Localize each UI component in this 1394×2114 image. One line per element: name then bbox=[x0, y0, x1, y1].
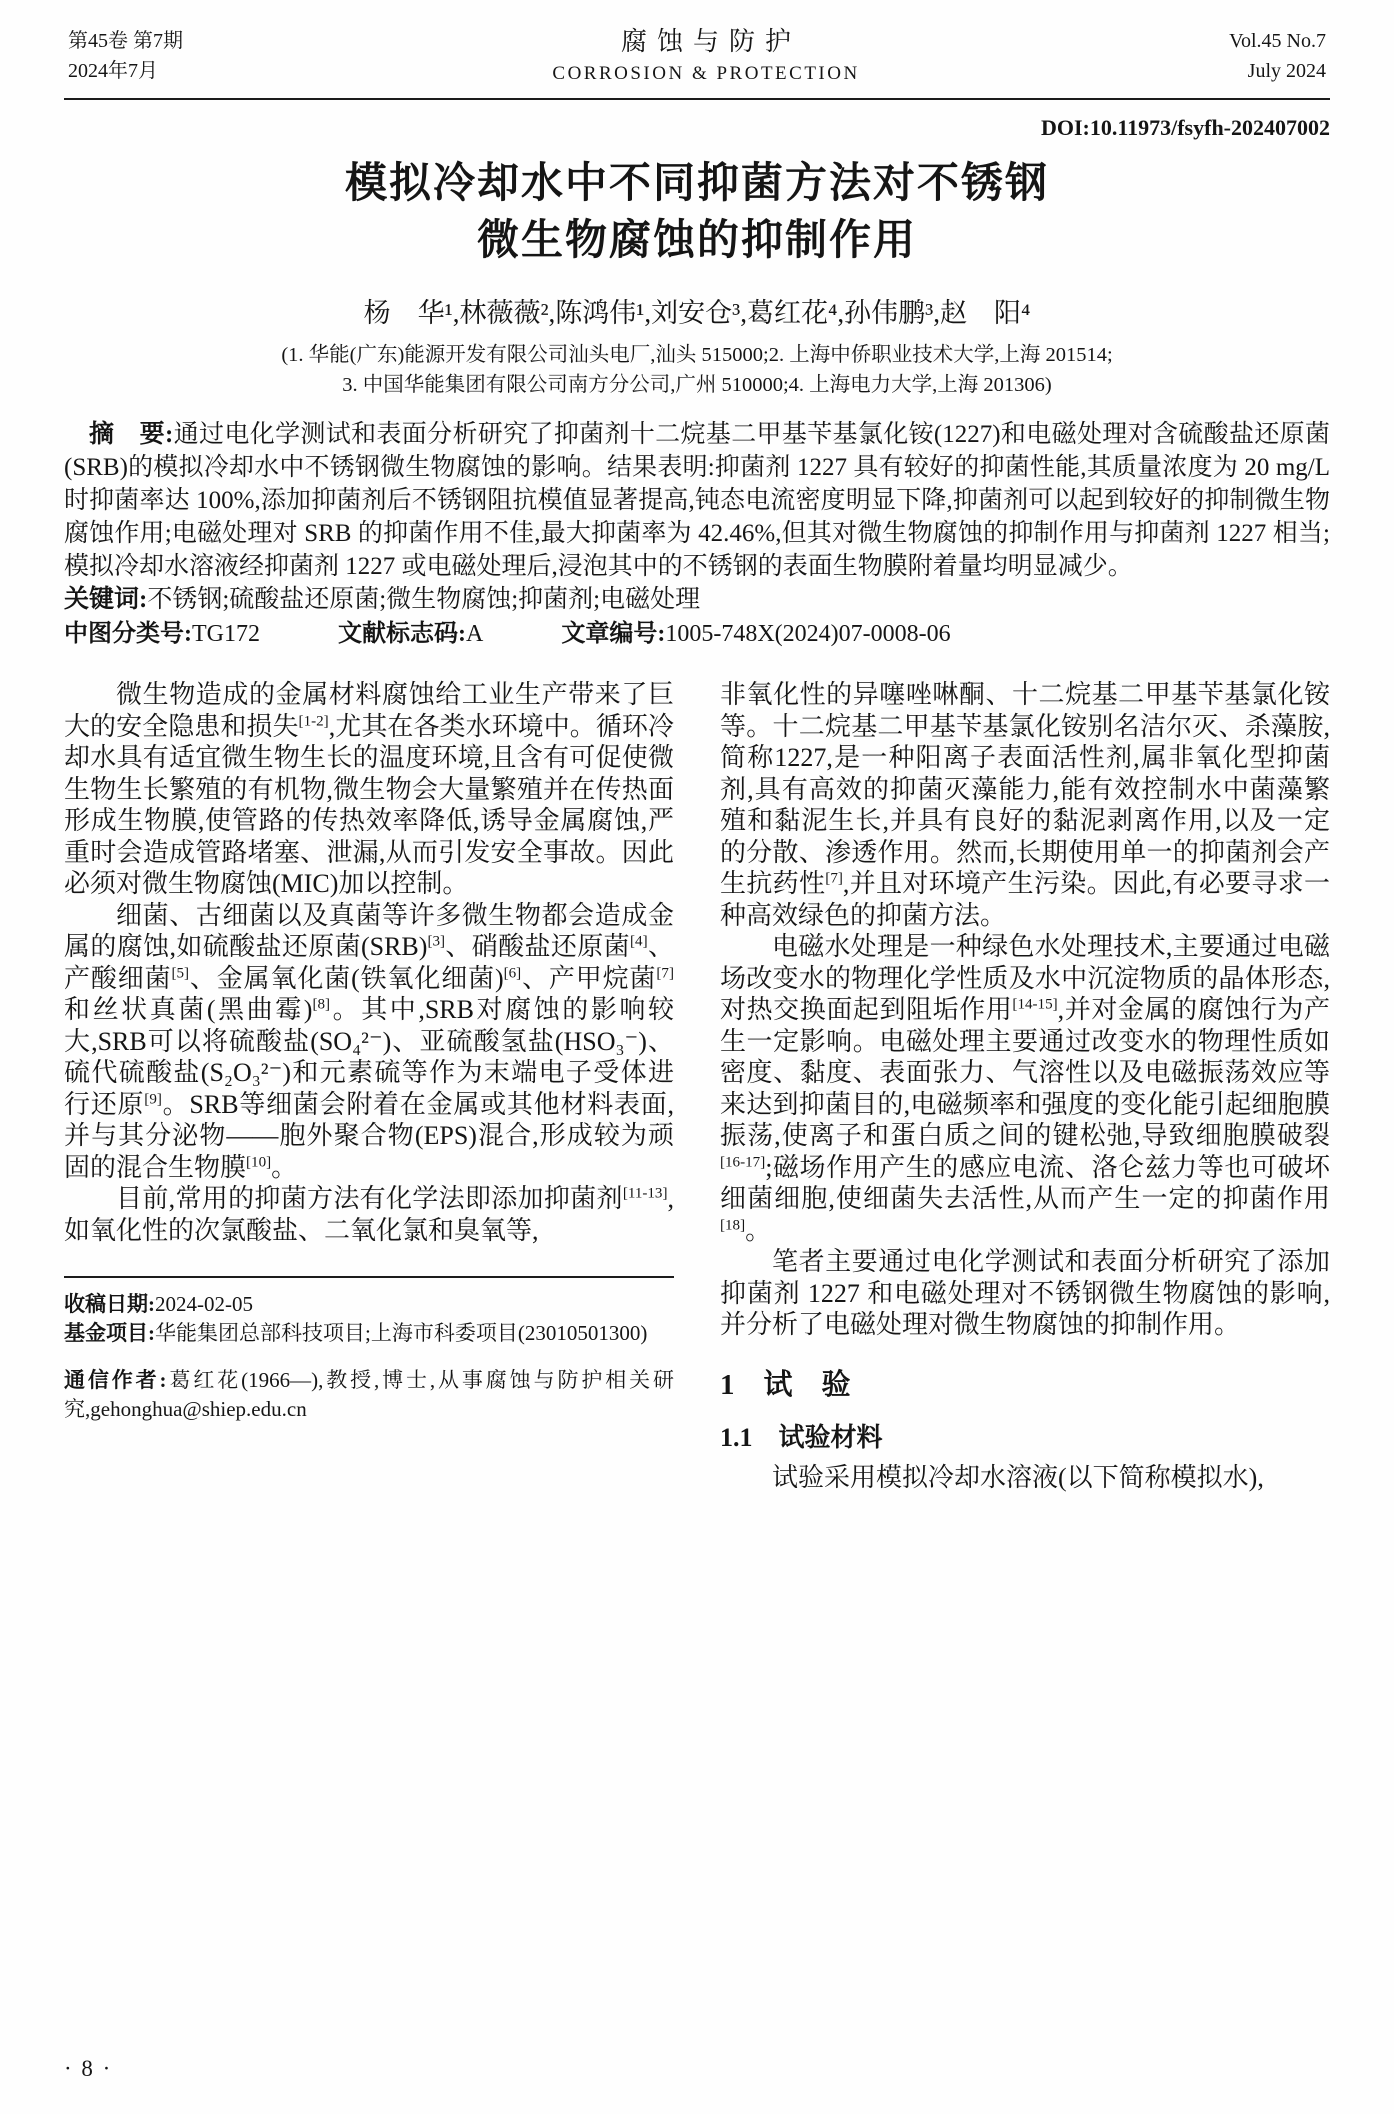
issue-date-cn: 2024年7月 bbox=[68, 60, 158, 82]
received-date-value: 2024-02-05 bbox=[155, 1292, 253, 1316]
article-id-label: 文章编号: bbox=[561, 621, 666, 647]
article-id bbox=[561, 618, 950, 651]
clc-value: TG172 bbox=[192, 621, 260, 647]
paragraph: 试验采用模拟冷却水溶液(以下简称模拟水), bbox=[772, 1462, 1264, 1492]
volume-issue-cn: 第45卷 第7期 bbox=[68, 30, 183, 52]
corresponding-author-label: 通信作者: bbox=[64, 1368, 167, 1392]
paragraph: 笔者主要通过电化学测试和表面分析研究了添加抑菌剂 1227 和电磁处理对不锈钢微生物腐蚀的影响,并分析了电磁处理对微生物腐蚀的抑制作用。 bbox=[720, 1247, 1330, 1339]
paragraph: 目前,常用的抑菌方法有化学法即添加抑菌剂[11-13],如氧化性的次氯酸盐、二氧化氯和臭氧等, bbox=[64, 1184, 674, 1245]
classification-row bbox=[64, 618, 1330, 651]
abstract-label: 摘 要: bbox=[89, 421, 174, 448]
body-columns bbox=[64, 679, 1330, 1493]
affiliations bbox=[64, 340, 1330, 400]
fund-label: 基金项目: bbox=[64, 1321, 155, 1345]
article-title bbox=[64, 156, 1330, 270]
keywords-label: 关键词: bbox=[64, 586, 148, 613]
document-code-label: 文献标志码: bbox=[338, 621, 466, 647]
page-number: · 8 · bbox=[64, 2056, 113, 2081]
received-date-note bbox=[64, 1290, 674, 1319]
authors-line: 杨 华¹,林薇薇²,陈鸿伟¹,刘安仓³,葛红花⁴,孙伟鹏³,赵 阳⁴ bbox=[363, 298, 1031, 328]
left-column bbox=[64, 679, 674, 1493]
footnotes bbox=[64, 1276, 674, 1424]
keywords-text: 不锈钢;硫酸盐还原菌;微生物腐蚀;抑菌剂;电磁处理 bbox=[147, 586, 701, 613]
corresponding-author-note bbox=[64, 1366, 674, 1424]
journal-name-block bbox=[552, 26, 859, 88]
document-code-value: A bbox=[466, 621, 484, 647]
fund-note bbox=[64, 1319, 674, 1348]
abstract bbox=[64, 418, 1330, 583]
affiliation-line2: 3. 中国华能集团有限公司南方分公司,广州 510000;4. 上海电力大学,上海 201306) bbox=[342, 374, 1052, 396]
paragraph: 微生物造成的金属材料腐蚀给工业生产带来了巨大的安全隐患和损失[1-2],尤其在各类水环境中。循环冷却水具有适宜微生物生长的温度环境,且含有可促使微生物生长繁殖的有机物,微生物会大量繁殖并在传热面形成生物膜,使管路的传热效率降低,诱导金属腐蚀,严重时会造成管路堵塞、泄漏,从而引发安全事故。因此必须对微生物腐蚀(MIC)加以控制。 bbox=[64, 680, 674, 898]
volume-issue-block bbox=[68, 26, 183, 86]
journal-name-en: CORROSION & PROTECTION bbox=[552, 63, 860, 84]
paragraph: 细菌、古细菌以及真菌等许多微生物都会造成金属的腐蚀,如硫酸盐还原菌(SRB)[3]、硝酸盐还原菌[4]、产酸细菌[5]、金属氧化菌(铁氧化细菌)[6]、产甲烷菌[7]和丝状真菌(黑曲霉)[8]。其中,SRB对腐蚀的影响较大,SRB可以将硫酸盐(SO₄²⁻)、亚硫酸氢盐(HSO₃⁻)、硫代硫酸盐(S₂O₃²⁻)和元素硫等作为末端电子受体进行还原[9]。SRB等细菌会附着在金属或其他材料表面,并与其分泌物——胞外聚合物(EPS)混合,形成较为顽固的混合生物膜[10]。 bbox=[64, 900, 674, 1182]
volume-issue-en-block bbox=[1229, 26, 1326, 86]
section-heading-1: 1 试 验 bbox=[720, 1368, 851, 1401]
paragraph: 非氧化性的异噻唑啉酮、十二烷基二甲基苄基氯化铵等。十二烷基二甲基苄基氯化铵别名洁尔灭、杀藻胺,简称1227,是一种阳离子表面活性剂,属非氧化型抑菌剂,具有高效的抑菌灭藻能力,能有效控制水中菌藻繁殖和黏泥生长,并具有良好的黏泥剥离作用,以及一定的分散、渗透作用。然而,长期使用单一的抑菌剂会产生抗药性[7],并且对环境产生污染。因此,有必要寻求一种高效绿色的抑菌方法。 bbox=[720, 680, 1330, 930]
clc-label: 中图分类号: bbox=[64, 621, 192, 647]
journal-name-cn: 腐蚀与防护 bbox=[621, 27, 802, 56]
doi: DOI:10.11973/fsyfh-202407002 bbox=[1040, 115, 1330, 140]
fund-value: 华能集团总部科技项目;上海市科委项目(23010501300) bbox=[155, 1321, 648, 1345]
corresponding-author-value: 葛红花(1966—),教授,博士,从事腐蚀与防护相关研究,gehonghua@shiep.edu.cn bbox=[64, 1368, 674, 1421]
keywords bbox=[64, 583, 1330, 616]
paragraph: 电磁水处理是一种绿色水处理技术,主要通过电磁场改变水的物理化学性质及水中沉淀物质的晶体形态,对热交换面起到阻垢作用[14-15],并对金属的腐蚀行为产生一定影响。电磁处理主要通过改变水的物理性质如密度、黏度、表面张力、气溶性以及电磁振荡效应等来达到抑菌目的,电磁频率和强度的变化能引起细胞膜振荡,使离子和蛋白质之间的键松弛,导致细胞膜破裂[16-17];磁场作用产生的感应电流、洛仑兹力等也可破坏细菌细胞,使细菌失去活性,从而产生一定的抑菌作用[18]。 bbox=[720, 932, 1330, 1245]
received-date-label: 收稿日期: bbox=[64, 1292, 155, 1316]
volume-issue-en: Vol.45 No.7 bbox=[1229, 30, 1326, 52]
journal-header bbox=[64, 22, 1330, 100]
article-title-line1: 模拟冷却水中不同抑菌方法对不锈钢 bbox=[344, 161, 1049, 207]
affiliation-line1: (1. 华能(广东)能源开发有限公司汕头电厂,汕头 515000;2. 上海中侨职业技术大学,上海 201514; bbox=[281, 344, 1113, 366]
subsection-heading-1-1: 1.1 试验材料 bbox=[720, 1422, 883, 1452]
document-code bbox=[338, 618, 483, 651]
right-column bbox=[720, 679, 1330, 1493]
article-title-line2: 微生物腐蚀的抑制作用 bbox=[476, 218, 917, 264]
issue-date-en: July 2024 bbox=[1247, 60, 1326, 82]
article-id-value: 1005-748X(2024)07-0008-06 bbox=[665, 621, 951, 647]
clc-number bbox=[64, 618, 260, 651]
abstract-text: 通过电化学测试和表面分析研究了抑菌剂十二烷基二甲基苄基氯化铵(1227)和电磁处理对含硫酸盐还原菌(SRB)的模拟冷却水中不锈钢微生物腐蚀的影响。结果表明:抑菌剂 1227 具有较好的抑菌性能,其质量浓度为 20 mg/L 时抑菌率达 100%,添加抑菌剂后不锈钢阻抗模值显著提高,钝态电流密度明显下降,抑菌剂可以起到较好的抑制微生物腐蚀作用;电磁处理对 SRB 的抑菌作用不佳,最大抑菌率为 42.46%,但其对微生物腐蚀的抑制作用与抑菌剂 1227 相当;模拟冷却水溶液经抑菌剂 1227 或电磁处理后,浸泡其中的不锈钢的表面生物膜附着量均明显减少。 bbox=[64, 421, 1331, 580]
